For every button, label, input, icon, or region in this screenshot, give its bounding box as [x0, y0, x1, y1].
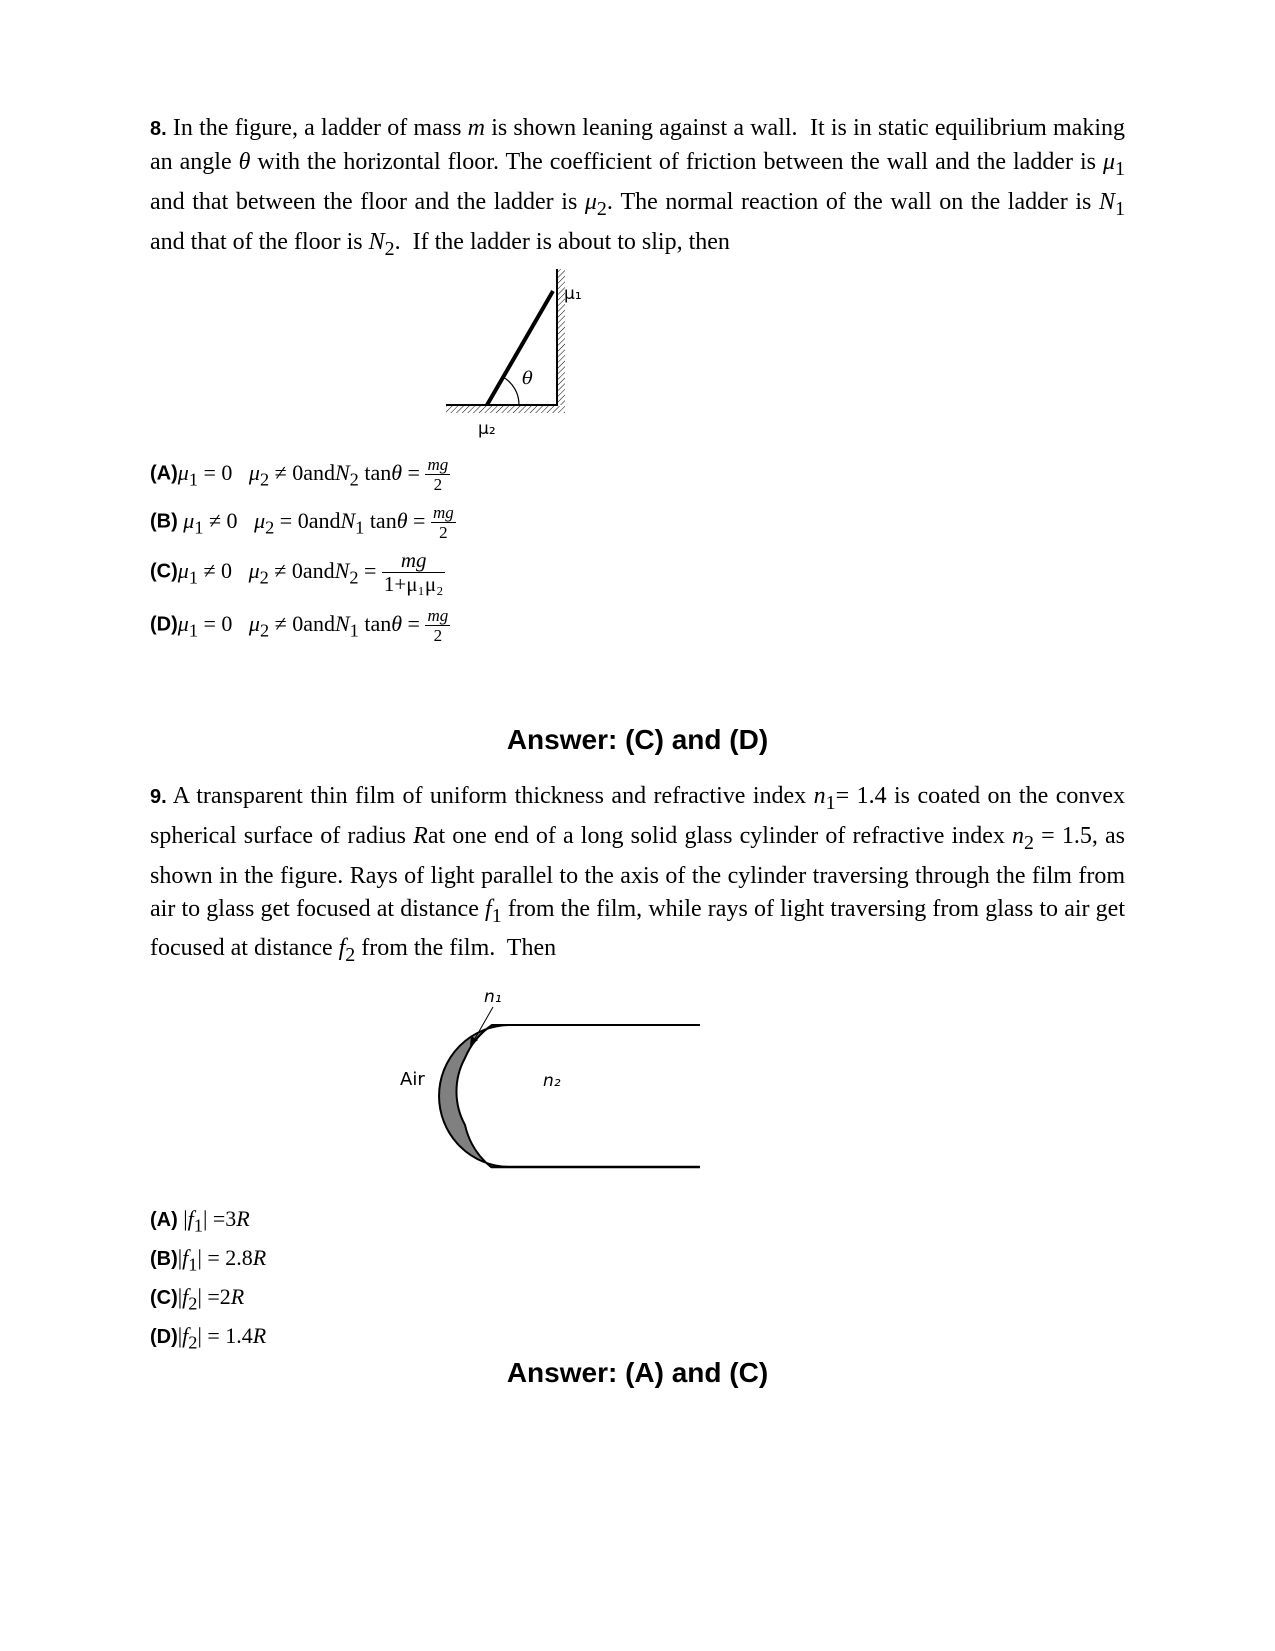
q8-option-b — [150, 503, 456, 542]
option-label: (C) — [150, 560, 178, 583]
ladder-figure — [440, 265, 620, 445]
option-label: (D) — [150, 613, 178, 636]
option-expression: $|f_2| = 1.4R$ — [177, 1323, 267, 1353]
option-expression: $\mu_1 \ne 0$ $\mu_2$ = 0andN$_1$ tanθ = — [183, 507, 431, 537]
floor-hatch — [446, 406, 565, 413]
option-label: (B) — [150, 510, 178, 533]
option-label: (A) — [150, 462, 178, 485]
option-expression: $|f_2| =2R$ — [177, 1284, 245, 1314]
question-8 — [150, 112, 1125, 265]
option-expression: $\mu_1 = 0$ $\mu_2$ ≠ 0andN$_2$ tanθ = — [177, 459, 426, 489]
fraction: $\frac{mg}{2}$ — [427, 606, 449, 645]
question-text: A transparent thin film of uniform thickness and refractive index $n_1= 1.4$ is coated on the convex spherical surface of radius Rat one end of a long solid glass cylinder of refractive index $n_2 = 1.5$, as shown in the figure. Rays of light parallel to the axis of the cylinder traversing through the film from air to glass get focused at distance $f_1$ from the film, while rays of light traversing from glass to air get focused at distance $f_2$ from the film. Then — [150, 783, 1126, 967]
option-label: (D) — [150, 1326, 178, 1348]
theta-label: θ — [522, 368, 533, 389]
q9-option-c — [150, 1284, 244, 1314]
n1-label: n₁ — [484, 987, 502, 1007]
cylinder-figure — [390, 980, 710, 1180]
question-9 — [150, 780, 1125, 972]
option-expression: $|f_1| =3R$ — [177, 1206, 250, 1236]
air-label: Air — [400, 1069, 425, 1090]
mu1-label: μ₁ — [564, 284, 582, 304]
q9-option-b — [150, 1245, 266, 1275]
angle-arc — [503, 377, 519, 405]
fraction: $\frac{mg}{\text{1+μ₁μ₂}}$ — [383, 548, 444, 596]
option-expression: $|f_1| = 2.8R$ — [177, 1245, 267, 1275]
question-number: 9. — [150, 786, 167, 808]
fraction: $\frac{mg}{2}$ — [427, 455, 449, 494]
mu2-label: μ₂ — [478, 419, 496, 439]
option-expression: $\mu_1 \ne 0$ $\mu_2$ ≠ 0andN$_2$ = — [177, 557, 382, 587]
option-label: (B) — [150, 1248, 178, 1270]
n1-pointer — [473, 1007, 493, 1042]
q9-answer: Answer: (A) and (C) — [506, 1357, 769, 1388]
q8-option-a — [150, 455, 450, 494]
question-text: In the figure, a ladder of mass m is shown leaning against a wall. It is in static equilibrium making an angle θ with the horizontal floor. The coefficient of friction between the wall and the ladder is $\mu_1$ and that between the floor and the ladder is $\mu_2$. The normal reaction of the wall on the ladder is $N_1$ and that of the floor is $N_2$. If the ladder is about to slip, then — [150, 115, 1126, 260]
q9-option-a — [150, 1206, 250, 1236]
question-number: 8. — [150, 118, 167, 140]
option-expression: $\mu_1 = 0$ $\mu_2$ ≠ 0andN$_1$ tanθ = — [177, 610, 426, 640]
fraction: $\frac{mg}{2}$ — [432, 503, 454, 542]
option-label: (A) — [150, 1209, 178, 1231]
q8-option-c — [150, 549, 445, 596]
q8-answer: Answer: (C) and (D) — [506, 724, 769, 755]
q8-option-d — [150, 606, 450, 645]
ladder — [487, 291, 553, 405]
thin-film — [439, 1025, 510, 1167]
q9-option-d — [150, 1323, 266, 1353]
option-label: (C) — [150, 1287, 178, 1309]
n2-label: n₂ — [543, 1071, 561, 1091]
